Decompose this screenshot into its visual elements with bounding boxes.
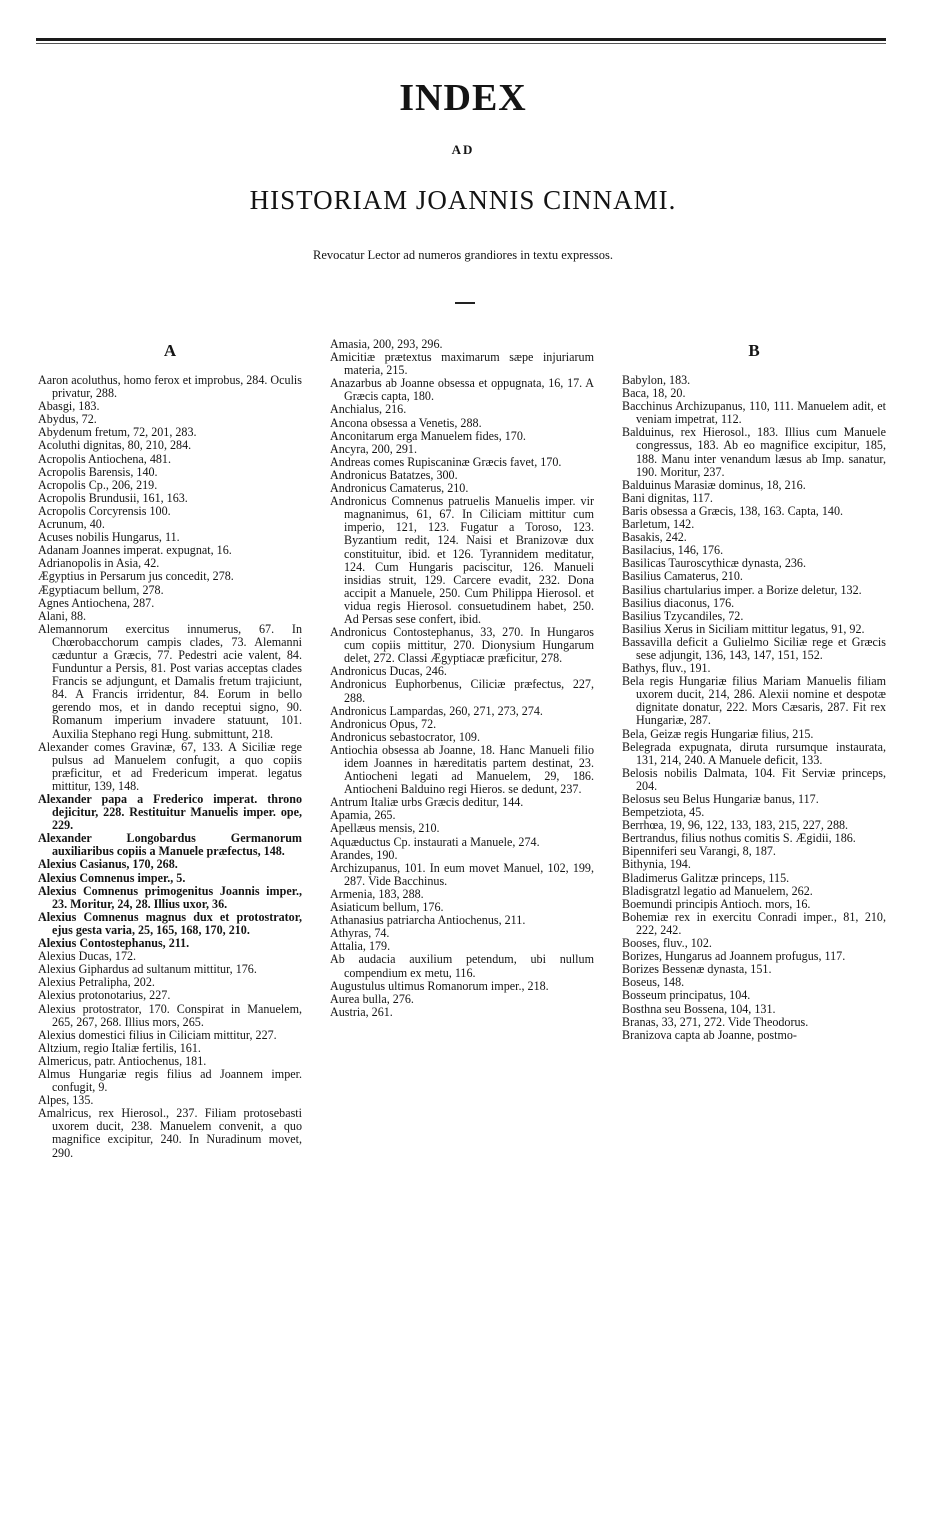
index-entry: Andronicus Contostephanus, 33, 270. In Hungaros cum copiis mittitur, 270. Dionysium Hungarum delet, 272. Classi Ægyptiacæ præficitur, 278. [330, 625, 594, 666]
index-entry: Ægyptius in Persarum jus concedit, 278. [38, 569, 234, 584]
index-entry: Basilius chartularius imper. a Borize deletur, 132. [622, 582, 862, 597]
index-column-2 [330, 338, 594, 1019]
index-entry: Baris obsessa a Græcis, 138, 163. Capta, 140. [622, 503, 844, 518]
index-entry: Basakis, 242. [622, 530, 687, 545]
index-entry: Acropolis Corcyrensis 100. [38, 503, 171, 518]
page-title: INDEX [399, 77, 527, 119]
index-entry: Abydenum fretum, 72, 201, 283. [38, 425, 197, 440]
index-entry: Babylon, 183. [622, 373, 691, 387]
index-entry: Abasgi, 183. [38, 399, 100, 414]
index-entry: Alpes, 135. [38, 1093, 94, 1108]
index-entry: Archizupanus, 101. In eum movet Manuel, 102, 199, 287. Vide Bacchinus. [330, 860, 594, 888]
index-entry: Balduinus Marasiæ dominus, 18, 216. [622, 477, 806, 492]
index-entry: Andronicus sebastocrator, 109. [330, 729, 480, 744]
index-entry: Alexius Comnenus primogenitus Joannis imper., 23. Moritur, 24, 28. Illius uxor, 36. [38, 883, 302, 911]
index-column-3 [622, 338, 886, 1042]
index-entry: Bohemiæ rex in exercitu Conradi imper., 81, 210, 222, 242. [622, 909, 886, 937]
section-letter: B [748, 341, 760, 360]
index-entry: Antrum Italiæ urbs Græcis deditur, 144. [330, 795, 524, 810]
index-entry: Attalia, 179. [330, 939, 391, 954]
index-entry: Andronicus Comnenus patruelis Manuelis imper. vir magnanimus, 61, 67. In Ciliciam mittitur cum imperio, 121, 123. Fugatur a Toroso, 123. Byzantium redit, 124. Naisi et Branizovæ dux constituitur, ibid. et 126. Tyrannidem meditatur, 124. Cum Hungaris paciscitur, 126. Manueli insidias struit, 129. Carcere evadit, 232. Dona accipit a Manuele, 250. Cum Philippa Hierosol. et vidua regis Hierosol. consuetudinem habet, 250. Ad Persas sese confert, ibid. [330, 494, 594, 626]
index-entry: Armenia, 183, 288. [330, 886, 424, 901]
index-entry: Alexius domestici filius in Ciliciam mittitur, 227. [38, 1027, 277, 1042]
index-entry: Ab audacia auxilium petendum, ubi nullum compendium ex metu, 116. [330, 952, 594, 980]
index-entry: Ægyptiacum bellum, 278. [38, 582, 164, 597]
index-entry: Bacchinus Archizupanus, 110, 111. Manuelem adit, et veniam impetrat, 112. [622, 399, 886, 427]
index-entry: Andronicus Euphorbenus, Ciliciæ præfectus, 227, 288. [330, 677, 594, 705]
index-entry: Acropolis Barensis, 140. [38, 464, 158, 479]
index-entry: Athanasius patriarcha Antiochenus, 211. [330, 913, 526, 928]
page-subtitle: HISTORIAM JOANNIS CINNAMI. [249, 185, 677, 215]
index-entry: Alexius Comnenus magnus dux et protostrator, ejus gesta varia, 25, 165, 168, 170, 210. [38, 909, 302, 937]
index-entry: Barletum, 142. [622, 517, 695, 532]
index-entry: Ancona obsessa a Venetis, 288. [330, 415, 482, 430]
index-entry: Andronicus Ducas, 246. [330, 664, 447, 679]
index-entry: Andreas comes Rupiscaninæ Græcis favet, 170. [330, 454, 562, 469]
index-entry: Booses, fluv., 102. [622, 936, 712, 951]
index-entry: Andronicus Batatzes, 300. [330, 467, 458, 482]
section-letter: A [163, 341, 177, 360]
index-entry: Baca, 18, 20. [622, 386, 686, 401]
index-entry: Berrhœa, 19, 96, 122, 133, 183, 215, 227, 288. [622, 818, 849, 833]
top-thin-rule [36, 43, 886, 44]
index-entry: Adanam Joannes imperat. expugnat, 16. [38, 543, 232, 558]
index-entry: Apellæus mensis, 210. [330, 821, 440, 836]
index-entry: Adrianopolis in Asia, 42. [38, 556, 160, 571]
index-entry: Basilius Camaterus, 210. [622, 569, 743, 584]
index-entry: Bosseum principatus, 104. [622, 988, 751, 1003]
index-entry: Alexius Contostephanus, 211. [38, 936, 190, 951]
index-entry: Alexander papa a Frederico imperat. throno dejicitur, 228. Restituitur Manuelis imper. ope, 229. [38, 792, 302, 833]
index-entry: Basilius Tzycandiles, 72. [622, 608, 744, 623]
index-entry: Bithynia, 194. [622, 857, 691, 872]
index-entry: Aurea bulla, 276. [330, 991, 414, 1006]
index-entry: Balduinus, rex Hierosol., 183. Illius cum Manuele congressus, 183. Ab eo magnifice excipitur, 185, 188. Manu inter venandum læsus ab Imp. sanatur, 190. Moritur, 237. [622, 425, 886, 479]
index-entry: Basilicas Tauroscythicæ dynasta, 236. [622, 556, 806, 571]
index-entry: Alexius Ducas, 172. [38, 949, 137, 964]
index-entry: Acropolis Cp., 206, 219. [38, 477, 158, 492]
index-entry: Ancyra, 200, 291. [330, 441, 417, 456]
index-entry: Acuses nobilis Hungarus, 11. [38, 530, 180, 545]
index-entry: Alexius Giphardus ad sultanum mittitur, 176. [38, 962, 257, 977]
index-entry: Abydus, 72. [38, 412, 97, 427]
index-entry: Anazarbus ab Joanne obsessa et oppugnata, 16, 17. A Græcis capta, 180. [330, 376, 594, 404]
index-entry: Amasia, 200, 293, 296. [330, 337, 443, 351]
index-entry: Anchialus, 216. [330, 402, 407, 417]
index-entry: Bipenniferi seu Varangi, 8, 187. [622, 844, 776, 859]
index-entry: Andronicus Opus, 72. [330, 716, 437, 731]
index-entry: Alexius Casianus, 170, 268. [38, 857, 178, 872]
index-entry: Augustulus ultimus Romanorum imper., 218. [330, 978, 549, 993]
index-entry: Antiochia obsessa ab Joanne, 18. Hanc Manueli filio idem Joannes in hæreditatis partem destinat, 23. Antiocheni legati ad Manuelem, 29, 186. Antiocheni Balduino regi Hieros. se dedunt, 237. [330, 742, 594, 797]
index-entry: Boemundi principis Antioch. mors, 16. [622, 896, 811, 911]
index-entry: Belosis nobilis Dalmata, 104. Fit Serviæ princeps, 204. [622, 765, 886, 793]
index-entry: Bempetziota, 45. [622, 805, 705, 820]
index-column-1 [38, 338, 302, 1160]
index-entry: Belegrada expugnata, diruta rursumque instaurata, 131, 214, 240. A Manuele deficit, 133. [622, 739, 886, 767]
index-entry: Alexius protostrator, 170. Conspirat in Manuelem, 265, 267, 268. Illius mors, 265. [38, 1001, 302, 1029]
index-entry: Anconitarum erga Manuelem fides, 170. [330, 428, 526, 443]
index-entry: Bathys, fluv., 191. [622, 661, 711, 676]
index-entry: Bosthna seu Bossena, 104, 131. [622, 1001, 776, 1016]
index-entry: Arandes, 190. [330, 847, 398, 862]
index-entry: Bani dignitas, 117. [622, 490, 713, 505]
index-entry: Apamia, 265. [330, 808, 396, 823]
index-entry: Borizes, Hungarus ad Joannem profugus, 117. [622, 949, 846, 964]
index-entry: Andronicus Lampardas, 260, 271, 273, 274. [330, 703, 543, 718]
index-entry: Bassavilla deficit a Gulielmo Siciliæ rege et Græcis sese adjungit, 136, 143, 147, 151, 152. [622, 634, 886, 662]
index-entry: Alexius protonotarius, 227. [38, 988, 171, 1003]
index-entry: Basilacius, 146, 176. [622, 543, 724, 558]
index-entry: Branas, 33, 271, 272. Vide Theodorus. [622, 1014, 809, 1029]
index-entry: Acoluthi dignitas, 80, 210, 284. [38, 438, 192, 453]
reader-note: Revocatur Lector ad numeros grandiores in textu expressos. [313, 248, 613, 262]
index-entry: Aaron acoluthus, homo ferox et improbus, 284. Oculis privatur, 288. [38, 373, 303, 401]
index-entry: Agnes Antiochena, 287. [38, 595, 155, 610]
index-entry: Asiaticum bellum, 176. [330, 900, 444, 915]
index-entry: Alexius Petralipha, 202. [38, 975, 155, 990]
index-entry: Almericus, patr. Antiochenus, 181. [38, 1053, 207, 1068]
index-entry: Alexander comes Gravinæ, 67, 133. A Siciliæ rege pulsus ad Manuelem confugit, a quo copiis præficitur, et ad Fredericum imperat. legatus mittitur, 139, 148. [38, 739, 302, 793]
index-entry: Bela, Geizæ regis Hungariæ filius, 215. [622, 726, 814, 741]
index-entry: Altzium, regio Italiæ fertilis, 161. [38, 1040, 201, 1055]
index-entry: Bladisgratzl legatio ad Manuelem, 262. [622, 883, 813, 898]
index-entry: Andronicus Camaterus, 210. [330, 481, 469, 496]
index-entry: Boseus, 148. [622, 975, 685, 990]
index-entry: Bertrandus, filius nothus comitis S. Ægidii, 186. [622, 831, 856, 846]
index-entry: Athyras, 74. [330, 926, 390, 941]
index-entry: Acrunum, 40. [38, 517, 105, 532]
index-entry: Bladimerus Galitzæ princeps, 115. [622, 870, 790, 885]
index-entry: Alani, 88. [38, 608, 87, 623]
index-entry: Alexander Longobardus Germanorum auxiliaribus copiis a Manuele præfectus, 148. [38, 831, 302, 859]
index-entry: Acropolis Brundusii, 161, 163. [38, 490, 188, 505]
index-entry: Aquæductus Cp. instaurati a Manuele, 274. [330, 834, 540, 849]
index-entry: Bela regis Hungariæ filius Mariam Manuelis filiam uxorem ducit, 214, 286. Alexii nomine et despotæ dignitate donatur, 222. Mors Cæsaris, 287. Fit rex Hungariæ, 287. [622, 674, 886, 728]
index-entry: Austria, 261. [330, 1004, 393, 1019]
index-entry: Amalricus, rex Hierosol., 237. Filiam protosebasti uxorem ducit, 238. Manuelem convenit, a quo magnifice excipitur, 240. In Nuradinum movet, 290. [38, 1106, 302, 1160]
index-entry: Alexius Comnenus imper., 5. [38, 870, 186, 885]
top-double-rule [36, 38, 886, 41]
index-entry: Alemannorum exercitus innumerus, 67. In Chœrobacchorum campis clades, 73. Alemanni cæduntur a Græcis, 77. Pedestri acie valent, 84. Funduntur a Persis, 81. Post varias acceptas clades Francis se adjungunt, et Damalis fretum trajiciunt, 84. A Francis irridentur, 84. Eorum in bello gerendo mos, et in dando receptui signo, 90. Romanum imperium invadere statuunt, 101. Auxilia Stephano regi Hung. submittunt, 218. [38, 621, 302, 741]
title-ad: AD [451, 142, 475, 157]
index-entry: Basilius Xerus in Siciliam mittitur legatus, 91, 92. [622, 621, 865, 636]
index-entry: Branizova capta ab Joanne, postmo- [622, 1027, 797, 1042]
index-entry: Belosus seu Belus Hungariæ banus, 117. [622, 792, 819, 806]
section-divider [455, 302, 475, 304]
index-entry: Almus Hungariæ regis filius ad Joannem imper. confugit, 9. [38, 1066, 302, 1095]
index-entry: Basilius diaconus, 176. [622, 595, 735, 610]
index-entry: Borizes Bessenæ dynasta, 151. [622, 962, 772, 977]
index-entry: Amicitiæ prætextus maximarum sæpe injuriarum materia, 215. [330, 350, 594, 378]
index-entry: Acropolis Antiochena, 481. [38, 451, 172, 466]
